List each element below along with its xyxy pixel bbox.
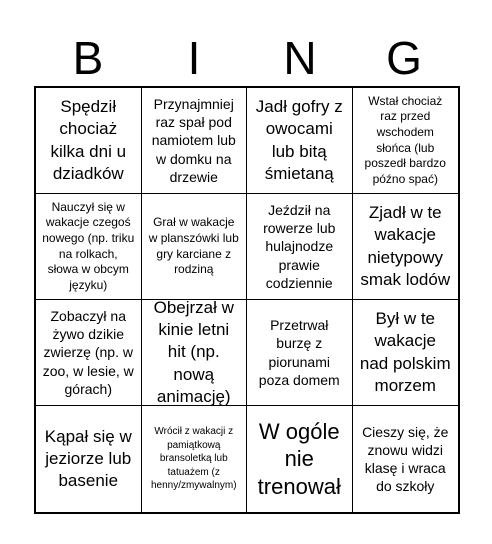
bingo-cell[interactable] xyxy=(353,300,459,406)
header-letter-i: I xyxy=(187,32,201,84)
cell-text: W ogóle nie trenował xyxy=(257,418,341,499)
header-letter-g: G xyxy=(386,32,422,84)
bingo-cell[interactable] xyxy=(142,194,248,300)
bingo-cell[interactable] xyxy=(36,300,142,406)
cell-text: Nauczył się w wakacje czegoś nowego (np. triku na rolkach, słowa w obcym języku) xyxy=(42,199,135,292)
cell-text: Spędził chociaż kilka dni u dziadków xyxy=(50,97,127,183)
cell-text: Zjadł w te wakacje nietypowy smak lodów xyxy=(360,203,451,289)
cell-text: Kąpał się w jeziorze lub basenie xyxy=(44,426,132,491)
bingo-cell[interactable] xyxy=(142,406,248,512)
cell-text: Przynajmniej raz spał pod namiotem lub w domku na drzewie xyxy=(151,96,236,185)
bingo-cell[interactable] xyxy=(36,406,142,512)
bingo-cell[interactable] xyxy=(36,194,142,300)
bingo-cell[interactable] xyxy=(142,88,248,194)
bingo-cell[interactable] xyxy=(36,88,142,194)
cell-text: Cieszy się, że znowu widzi klasę i wraca do szkoły xyxy=(362,423,449,495)
cell-text: Zobaczył na żywo dzikie zwierzę (np. w zoo, w lesie, w górach) xyxy=(42,308,134,397)
bingo-header xyxy=(35,32,457,84)
bingo-board xyxy=(34,86,460,514)
cell-text: Wrócił z wakacji z pamiątkową bransoletką lub tatuażem (z henny/zmywalnym) xyxy=(150,426,237,492)
cell-text: Grał w wakacje w planszówki lub gry karciane z rodziną xyxy=(148,215,239,277)
bingo-cell[interactable] xyxy=(353,194,459,300)
bingo-cell[interactable] xyxy=(353,88,459,194)
cell-text: Obejrzał w kinie letni hit (np. nową animację) xyxy=(153,300,234,406)
cell-text: Był w te wakacje nad polskim morzem xyxy=(359,309,451,395)
bingo-cell[interactable] xyxy=(247,406,353,512)
bingo-cell[interactable] xyxy=(247,300,353,406)
header-letter-b: B xyxy=(72,32,104,84)
bingo-cell[interactable] xyxy=(247,88,353,194)
bingo-cell[interactable] xyxy=(353,406,459,512)
cell-text: Przetrwał burzę z piorunami poza domem xyxy=(258,317,340,388)
cell-text: Jadł gofry z owocami lub bitą śmietaną xyxy=(255,97,343,183)
bingo-cell[interactable] xyxy=(142,300,248,406)
cell-text: Jeździł na rowerze lub hulajnodze prawie codziennie xyxy=(263,202,336,291)
bingo-cell[interactable] xyxy=(247,194,353,300)
cell-text: Wstał chociaż raz przed wschodem słońca (lub poszedł bardzo późno spać) xyxy=(364,93,446,186)
header-letter-n: N xyxy=(283,32,317,84)
